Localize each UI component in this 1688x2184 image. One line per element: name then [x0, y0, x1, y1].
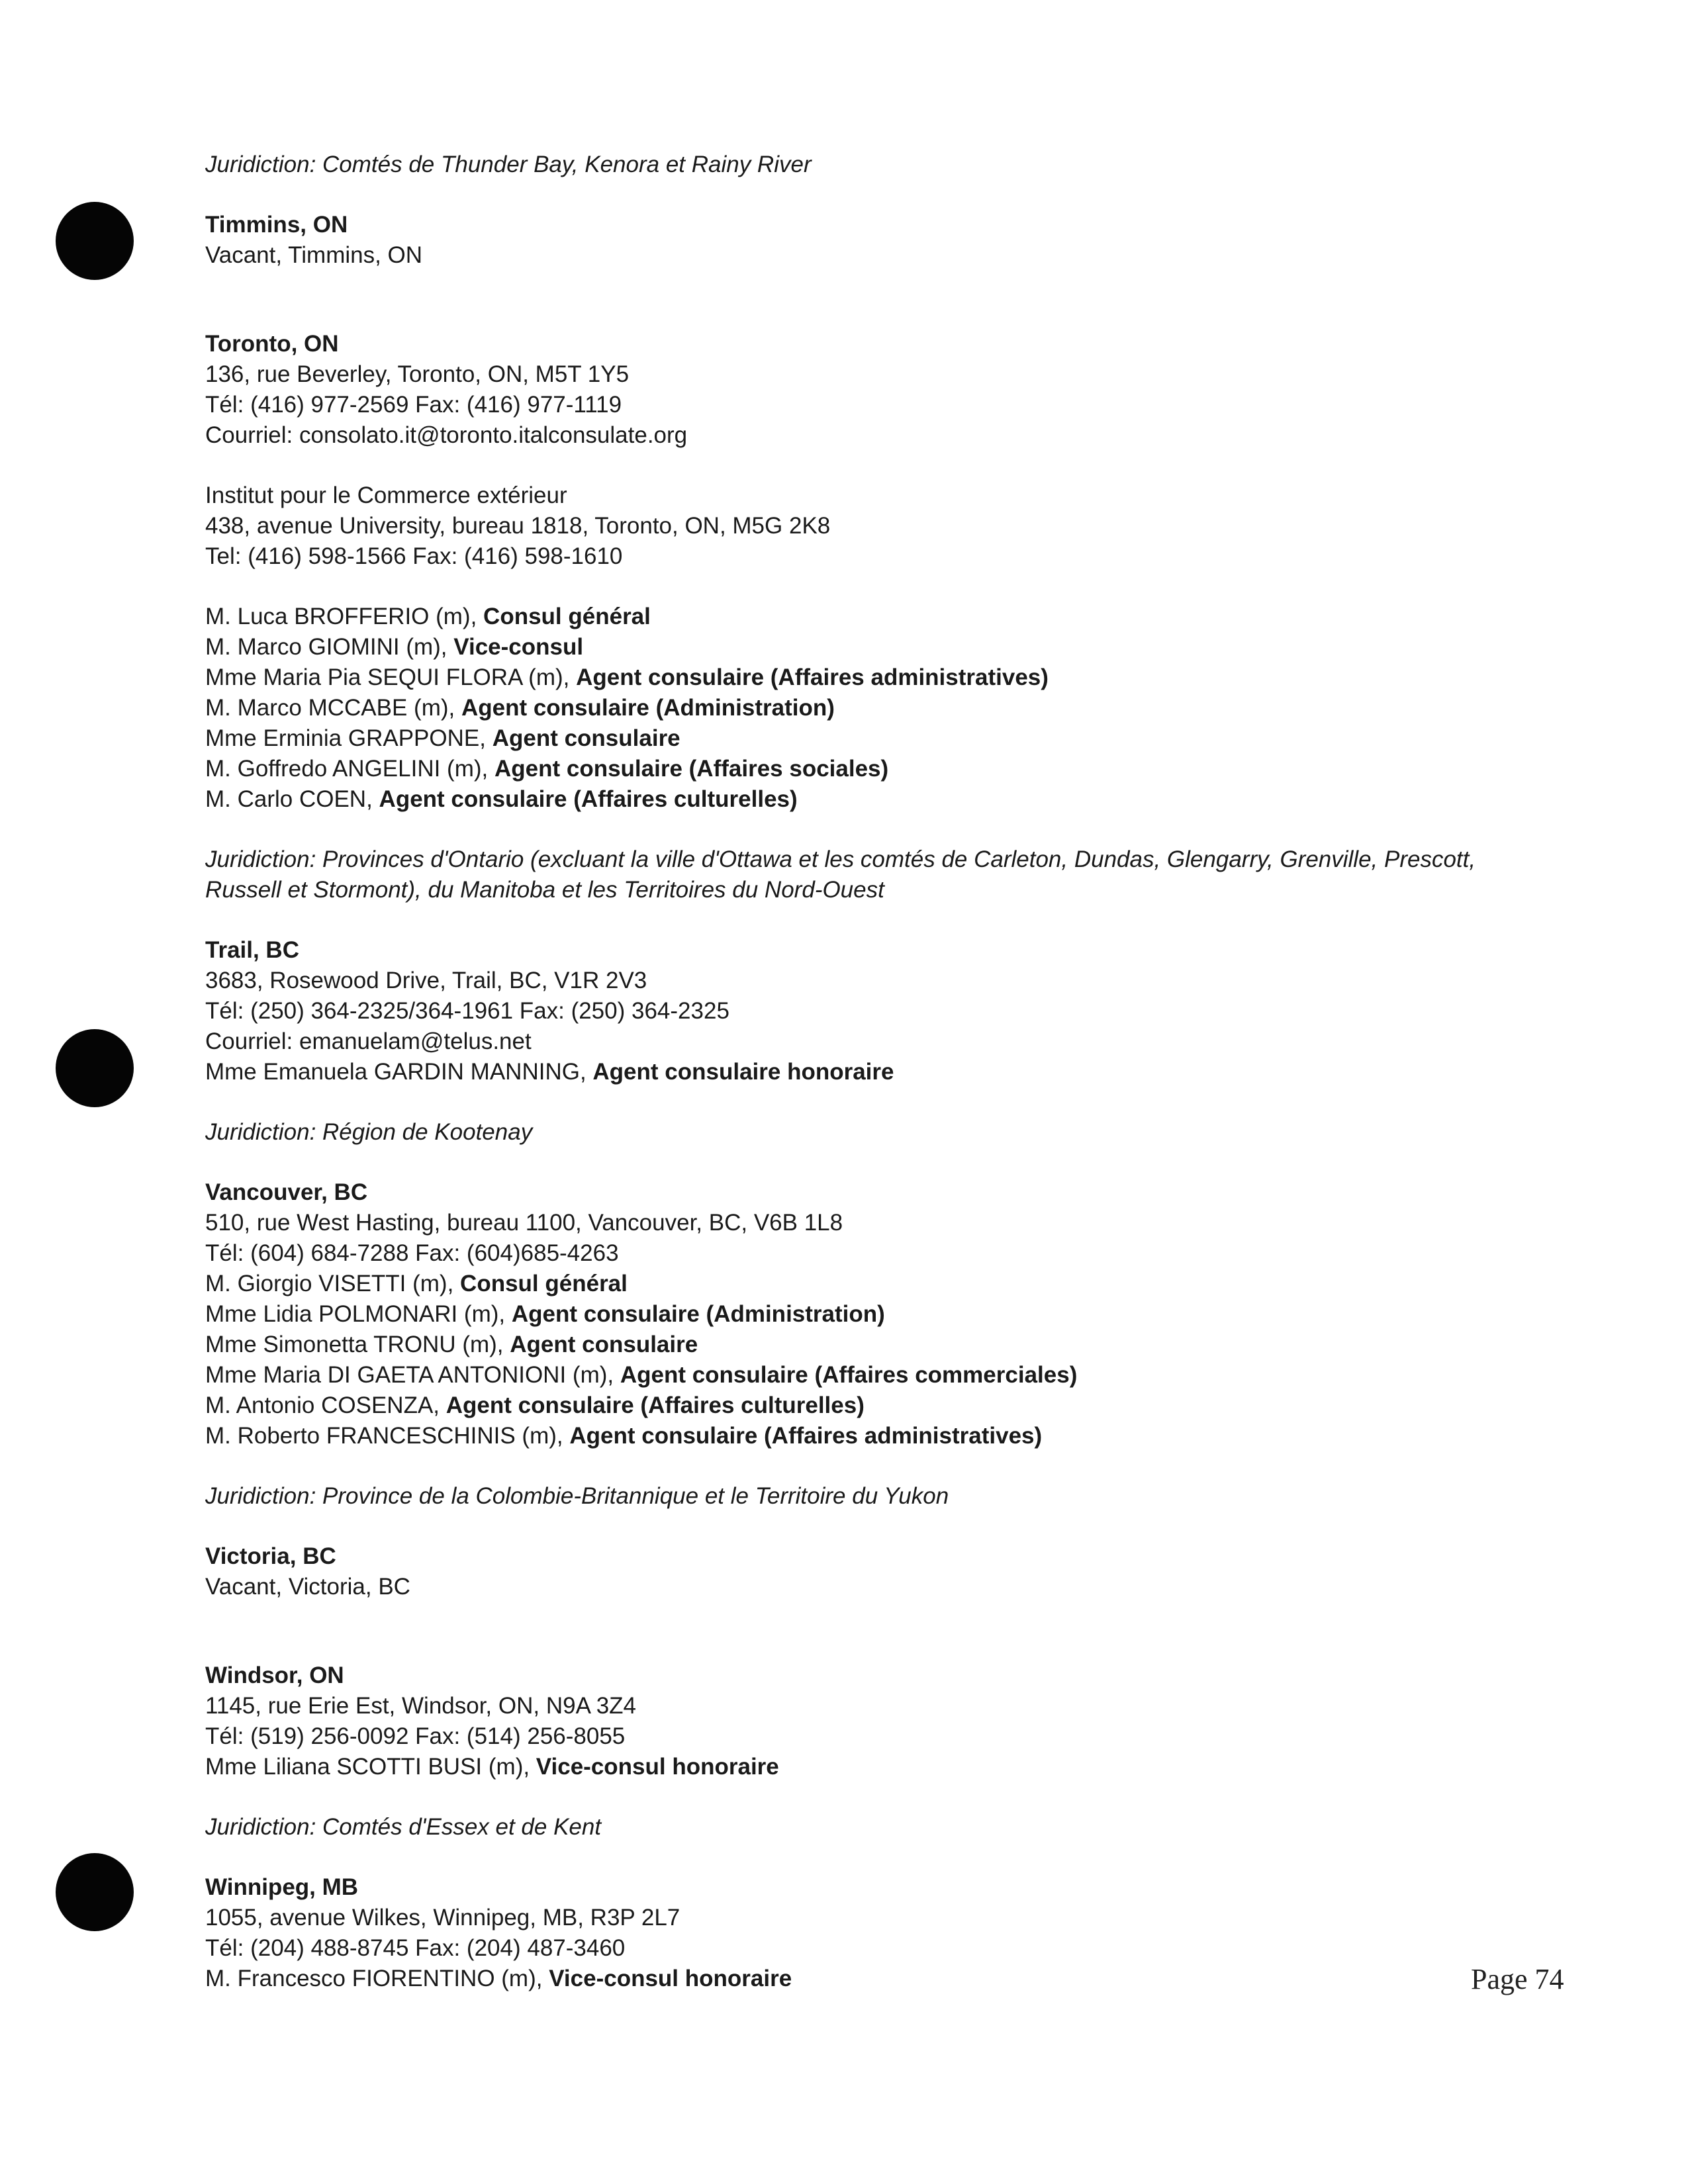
staff-entry: [205, 784, 1503, 815]
staff-name: Mme Maria DI GAETA ANTONIONI (m),: [205, 1362, 620, 1388]
toronto-email: Courriel: consolato.it@toronto.italconsulate.org: [205, 422, 688, 448]
toronto-phone: Tél: (416) 977-2569 Fax: (416) 977-1119: [205, 392, 622, 418]
vancouver-phone: Tél: (604) 684-7288 Fax: (604)685-4263: [205, 1240, 619, 1266]
staff-entry: [205, 1421, 1503, 1451]
winnipeg-heading: Winnipeg, MB: [205, 1874, 359, 1900]
staff-name: M. Marco MCCABE (m),: [205, 695, 461, 721]
timmins-heading: Timmins, ON: [205, 212, 348, 238]
jurisdiction-toronto: Juridiction: Provinces d'Ontario (excluant la ville d'Ottawa et les comtés de Carleton, Dundas, Glengarry, Grenville, Prescott, Russell et Stormont), du Manitoba et les Territoires du Nord-Ouest: [205, 846, 1476, 903]
staff-role: Agent consulaire (Affaires commerciales): [620, 1362, 1078, 1388]
staff-role: Agent consulaire (Affaires sociales): [494, 756, 889, 782]
staff-entry: [205, 602, 1503, 632]
staff-entry: [205, 723, 1503, 754]
staff-name: Mme Maria Pia SEQUI FLORA (m),: [205, 664, 577, 690]
staff-entry: [205, 1964, 1503, 1994]
staff-role: Vice-consul honoraire: [536, 1754, 779, 1780]
jurisdiction-trail: Juridiction: Région de Kootenay: [205, 1119, 533, 1145]
vancouver-heading: Vancouver, BC: [205, 1179, 368, 1205]
timmins-line: Vacant, Timmins, ON: [205, 242, 423, 268]
victoria-line: Vacant, Victoria, BC: [205, 1574, 410, 1600]
staff-entry: [205, 1269, 1503, 1299]
jurisdiction-vancouver: Juridiction: Province de la Colombie-Britannique et le Territoire du Yukon: [205, 1483, 949, 1509]
staff-entry: [205, 632, 1503, 662]
staff-name: M. Francesco FIORENTINO (m),: [205, 1966, 549, 1991]
staff-entry: [205, 1330, 1503, 1360]
toronto-institute-name: Institut pour le Commerce extérieur: [205, 482, 567, 508]
staff-role: Agent consulaire: [510, 1332, 698, 1357]
staff-role: Agent consulaire (Affaires administratives): [569, 1423, 1043, 1449]
staff-role: Agent consulaire (Affaires administratives): [576, 664, 1049, 690]
toronto-heading: Toronto, ON: [205, 331, 339, 357]
staff-name: M. Goffredo ANGELINI (m),: [205, 756, 494, 782]
trail-heading: Trail, BC: [205, 937, 299, 963]
staff-entry: [205, 693, 1503, 723]
staff-role: Consul général: [483, 604, 651, 629]
vancouver-address: 510, rue West Hasting, bureau 1100, Vancouver, BC, V6B 1L8: [205, 1210, 843, 1236]
staff-role: Agent consulaire (Administration): [511, 1301, 885, 1327]
staff-name: M. Giorgio VISETTI (m),: [205, 1271, 461, 1297]
binder-hole-top: [56, 202, 134, 280]
staff-name: Mme Emanuela GARDIN MANNING,: [205, 1059, 593, 1085]
trail-address: 3683, Rosewood Drive, Trail, BC, V1R 2V3: [205, 968, 647, 993]
staff-name: M. Roberto FRANCESCHINIS (m),: [205, 1423, 570, 1449]
staff-name: Mme Erminia GRAPPONE,: [205, 725, 492, 751]
staff-name: Mme Liliana SCOTTI BUSI (m),: [205, 1754, 536, 1780]
trail-email: Courriel: emanuelam@telus.net: [205, 1028, 532, 1054]
windsor-phone: Tél: (519) 256-0092 Fax: (514) 256-8055: [205, 1723, 626, 1749]
windsor-heading: Windsor, ON: [205, 1662, 344, 1688]
victoria-heading: Victoria, BC: [205, 1543, 336, 1569]
winnipeg-phone: Tél: (204) 488-8745 Fax: (204) 487-3460: [205, 1935, 626, 1961]
staff-name: M. Luca BROFFERIO (m),: [205, 604, 484, 629]
winnipeg-address: 1055, avenue Wilkes, Winnipeg, MB, R3P 2L7: [205, 1905, 680, 1931]
staff-role: Agent consulaire (Administration): [461, 695, 835, 721]
staff-name: M. Carlo COEN,: [205, 786, 379, 812]
toronto-institute-phone: Tel: (416) 598-1566 Fax: (416) 598-1610: [205, 543, 623, 569]
staff-role: Agent consulaire: [492, 725, 680, 751]
trail-phone: Tél: (250) 364-2325/364-1961 Fax: (250) 364-2325: [205, 998, 729, 1024]
staff-entry: [205, 1299, 1503, 1330]
staff-entry: [205, 662, 1503, 693]
staff-role: Agent consulaire honoraire: [592, 1059, 894, 1085]
staff-name: M. Antonio COSENZA,: [205, 1392, 446, 1418]
toronto-address: 136, rue Beverley, Toronto, ON, M5T 1Y5: [205, 361, 630, 387]
staff-role: Consul général: [460, 1271, 628, 1297]
staff-name: Mme Lidia POLMONARI (m),: [205, 1301, 512, 1327]
binder-hole-bottom: [56, 1853, 134, 1931]
staff-role: Agent consulaire (Affaires culturelles): [379, 786, 798, 812]
page-number: Page 74: [1471, 1963, 1564, 1995]
staff-role: Vice-consul honoraire: [549, 1966, 792, 1991]
consulate-listing: [205, 150, 1503, 1994]
staff-entry: [205, 1360, 1503, 1390]
staff-role: Vice-consul: [453, 634, 584, 660]
staff-role: Agent consulaire (Affaires culturelles): [445, 1392, 865, 1418]
staff-name: Mme Simonetta TRONU (m),: [205, 1332, 510, 1357]
jurisdiction-windsor: Juridiction: Comtés d'Essex et de Kent: [205, 1814, 602, 1840]
windsor-address: 1145, rue Erie Est, Windsor, ON, N9A 3Z4: [205, 1693, 637, 1719]
staff-entry: [205, 1057, 1503, 1087]
binder-hole-middle: [56, 1029, 134, 1107]
jurisdiction-thunder-bay: Juridiction: Comtés de Thunder Bay, Kenora et Rainy River: [205, 152, 812, 177]
toronto-institute-address: 438, avenue University, bureau 1818, Toronto, ON, M5G 2K8: [205, 513, 831, 539]
staff-name: M. Marco GIOMINI (m),: [205, 634, 454, 660]
staff-entry: [205, 1752, 1503, 1782]
staff-entry: [205, 754, 1503, 784]
staff-entry: [205, 1390, 1503, 1421]
